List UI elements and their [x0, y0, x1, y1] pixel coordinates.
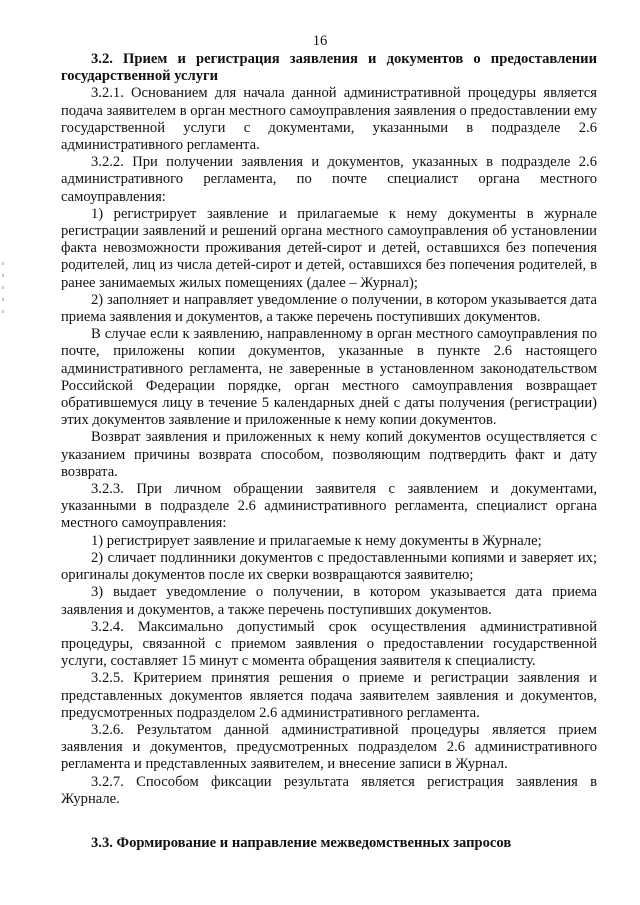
list-item-mail-2: 2) заполняет и направляет уведомление о получении, в котором указывается дата приема заявления и документов, а также перечень поступивших документов.	[61, 291, 597, 326]
list-item-mail-1: 1) регистрирует заявление и прилагаемые к нему документы в журнале регистрации заявлений и решений органа местного самоуправления об установлении факта невозможности проживания детей-сирот и детей, оставшихся без попечения родителей, лиц из числа детей-сирот и детей, оставшихся без попечения родителей, в ранее занимаемых жилых помещениях (далее – Журнал);	[61, 205, 597, 291]
list-item-personal-3: 3) выдает уведомление о получении, в котором указывается дата приема заявления и документов, а также перечень поступивших документов.	[61, 584, 597, 618]
paragraph-3-2-3: 3.2.3. При личном обращении заявителя с заявлением и документами, указанными в подразделе 2.6 административного регламента, специалист органа местного самоуправления:	[61, 481, 597, 532]
paragraph-3-2-7: 3.2.7. Способом фиксации результата является регистрация заявления в Журнале.	[61, 773, 597, 807]
list-item-personal-1: 1) регистрирует заявление и прилагаемые к нему документы в Журнале;	[91, 532, 542, 549]
paragraph-3-2-2: 3.2.2. При получении заявления и документов, указанных в подразделе 2.6 административного регламента, по почте специалист органа местного самоуправления:	[61, 154, 597, 205]
paragraph-3-2-1: 3.2.1. Основанием для начала данной административной процедуры является подача заявителем в орган местного самоуправления заявления о предоставлении ему государственной услуги с документами, указанными в подразделе 2.6 административного регламента.	[61, 85, 597, 154]
list-item-personal-2: 2) сличает подлинники документов с предоставленными копиями и заверяет их; оригиналы документов после их сверки возвращаются заявителю;	[61, 549, 597, 584]
paragraph-3-2-4: 3.2.4. Максимально допустимый срок осуществления административной процедуры, связанной с приемом заявления о предоставлении государственной услуги, составляет 15 минут с момента обращения заявителя к специалисту.	[61, 618, 597, 670]
paragraph-3-2-5: 3.2.5. Критерием принятия решения о приеме и регистрации заявления и представленных документов является подача заявителем заявления и документов, предусмотренных подразделом 2.6 административного регламента.	[61, 670, 597, 721]
page-number: 16	[312, 33, 328, 49]
section-heading-3-2: 3.2. Прием и регистрация заявления и документов о предоставлении государственной услуги	[61, 51, 597, 85]
scan-edge-marks	[2, 262, 5, 322]
paragraph-return-reason: Возврат заявления и приложенных к нему копий документов осуществляется с указанием причины возврата способом, позволяющим подтвердить факт и дату возврата.	[61, 429, 597, 480]
paragraph-3-2-6: 3.2.6. Результатом данной административной процедуры является прием заявления и документов, предусмотренных подразделом 2.6 административного регламента и представленных заявителем, и внесение записи в Журнал.	[61, 721, 597, 773]
section-heading-3-3: 3.3. Формирование и направление межведомственных запросов	[91, 834, 512, 851]
document-body	[61, 51, 597, 852]
paragraph-copies-return: В случае если к заявлению, направленному в орган местного самоуправления по почте, приложены копии документов, указанные в пункте 2.6 настоящего административного регламента, не заверенные в установленном законодательством Российской Федерации порядке, орган местного самоуправления возвращает обратившемуся лицу в течение 5 календарных дней с даты получения (регистрации) этих документов заявление и приложенные к нему копии документов.	[61, 326, 597, 429]
